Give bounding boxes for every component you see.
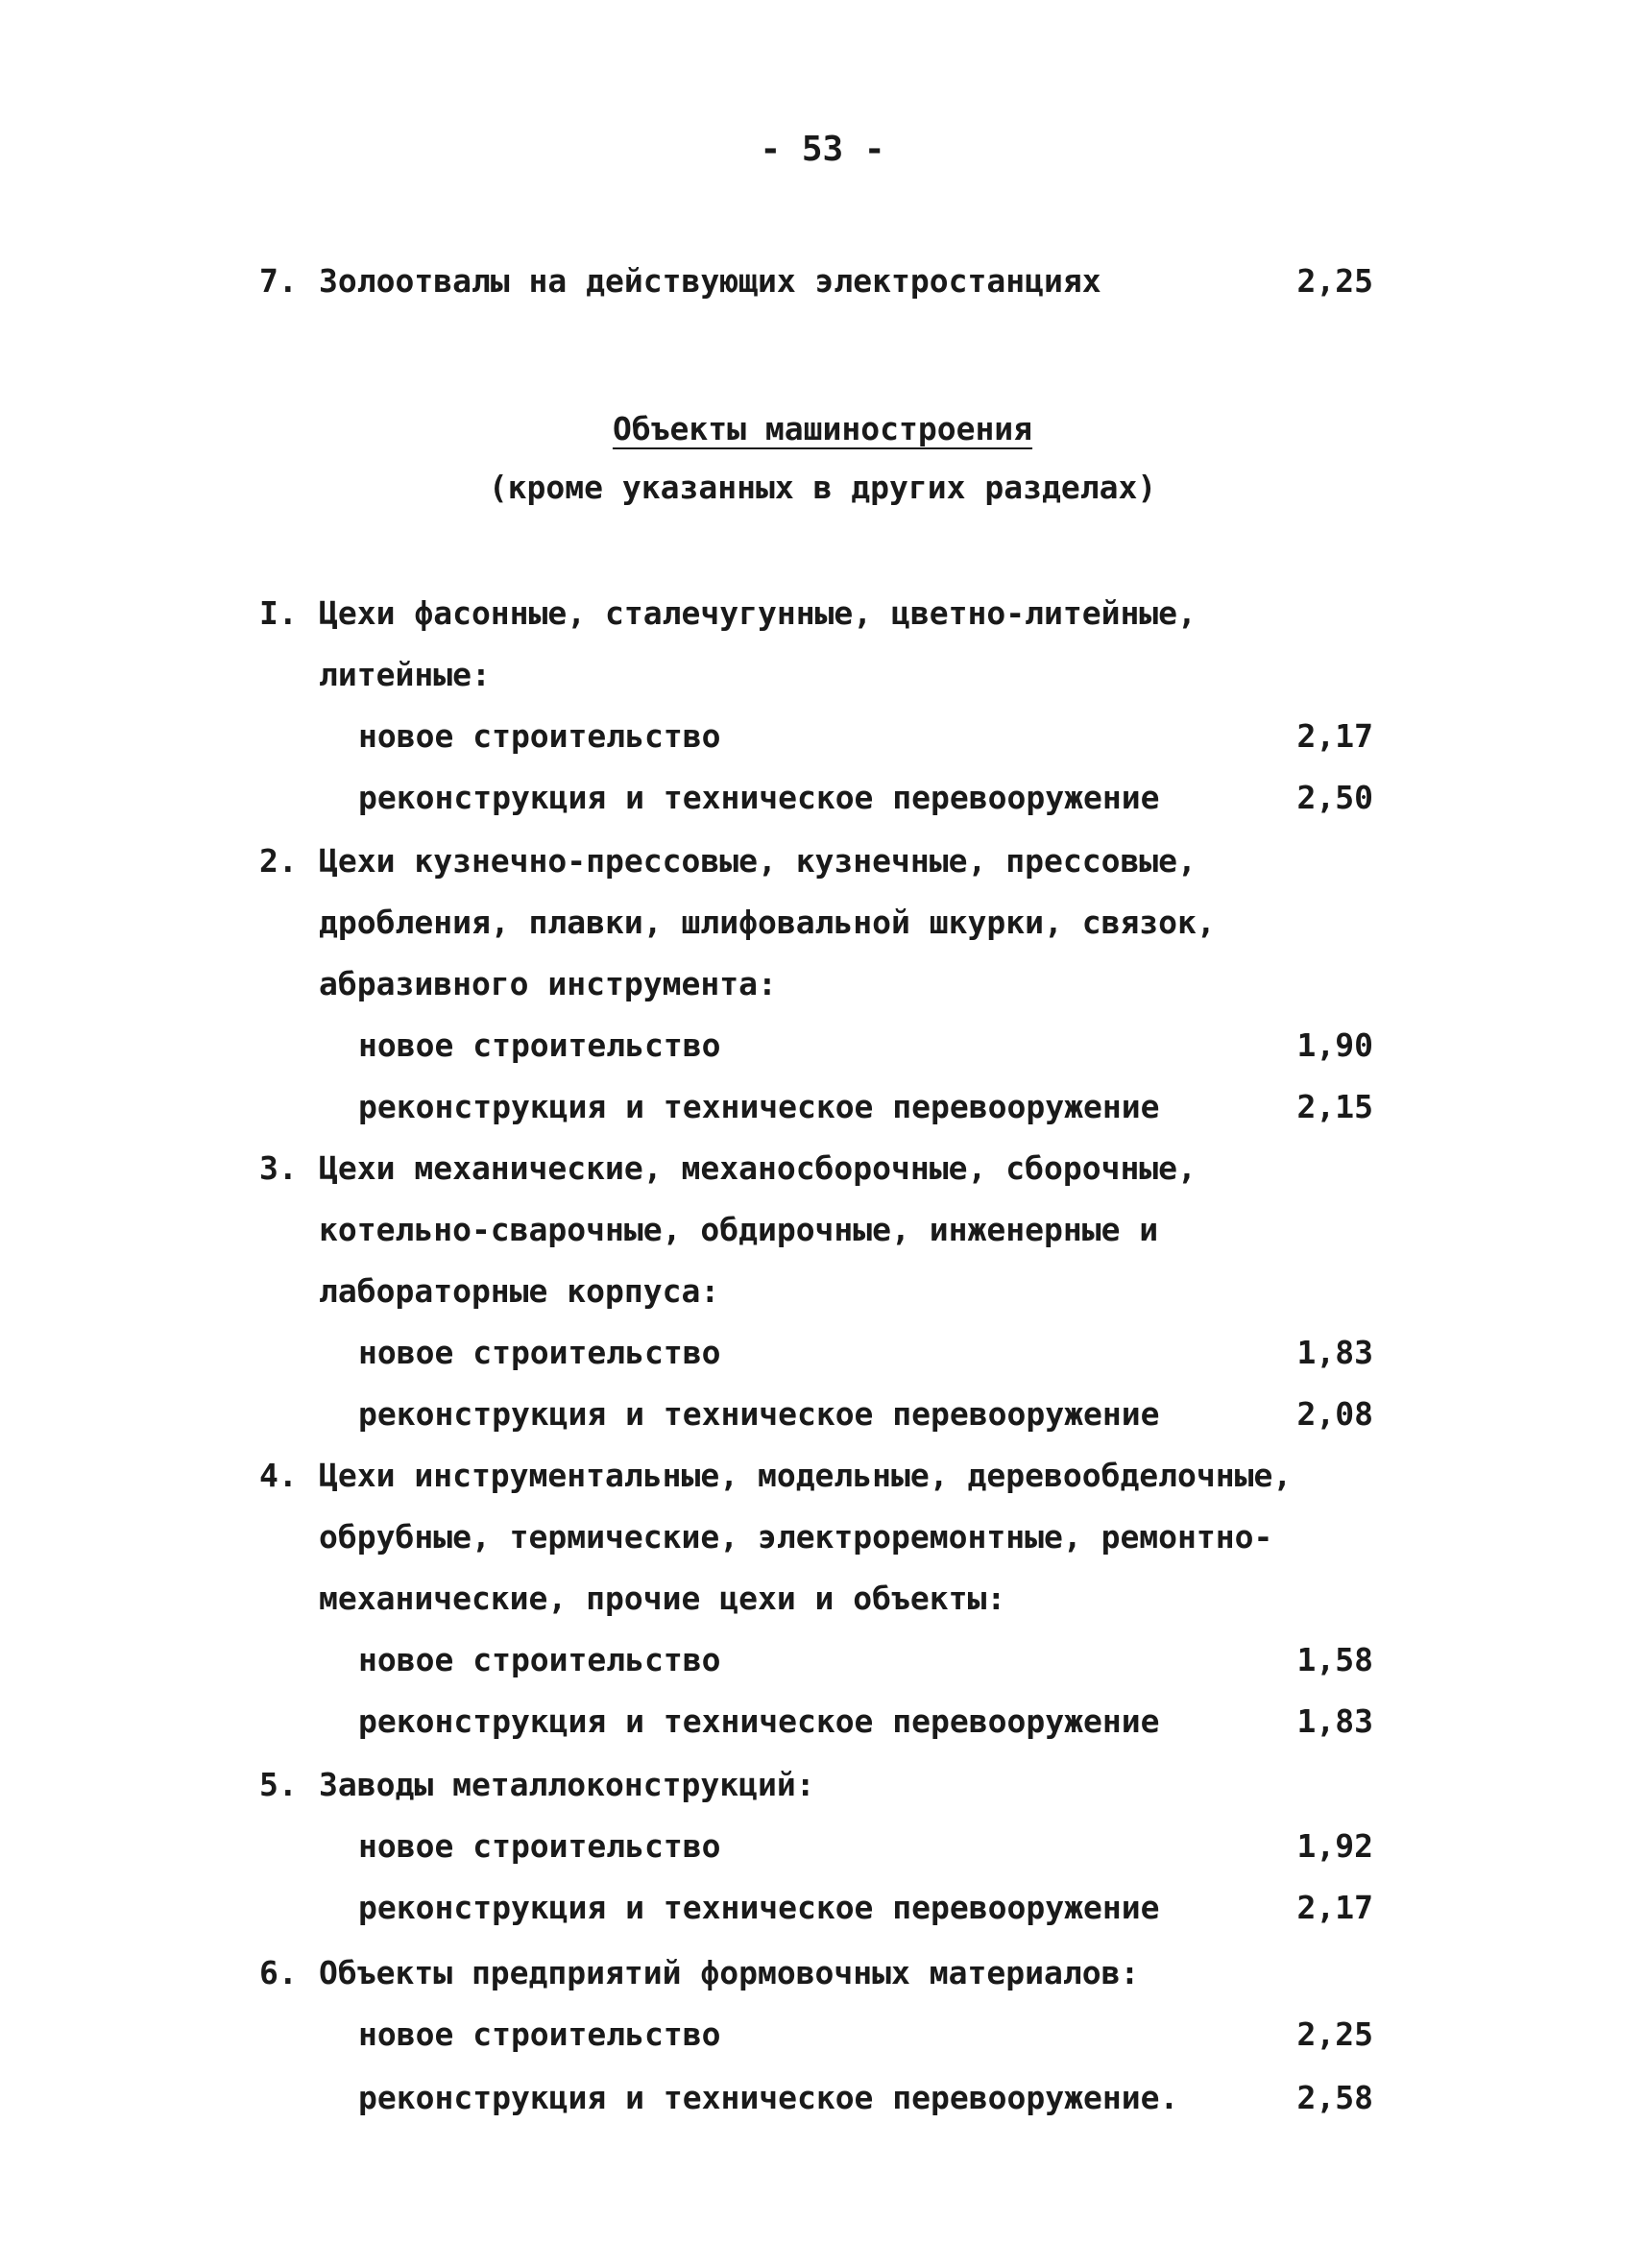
list-item	[0, 1145, 1645, 1193]
item-text-line: лабораторные корпуса:	[319, 1272, 720, 1310]
coefficient-value: 1,58	[1296, 1641, 1373, 1678]
item-text: Объекты предприятий формовочных материалов:	[319, 1954, 1140, 1991]
item-text-line: котельно-сварочные, обдирочные, инженерные и	[319, 1211, 1159, 1248]
sub-item-new	[0, 1329, 1645, 1377]
coefficient-value: 2,08	[1296, 1395, 1373, 1433]
coefficient-value: 2,17	[1296, 1889, 1373, 1926]
sub-item-reconstruction	[0, 774, 1645, 822]
sub-item-reconstruction	[0, 1698, 1645, 1746]
sub-item-new	[0, 712, 1645, 760]
sub-item-new	[0, 1022, 1645, 1070]
sub-item-reconstruction	[0, 1884, 1645, 1932]
item-text-line: литейные:	[319, 656, 491, 693]
list-item	[0, 257, 1645, 305]
page-number: - 53 -	[760, 130, 885, 169]
sub-item-label: новое строительство	[358, 1026, 721, 1064]
sub-item-label: новое строительство	[358, 1641, 721, 1678]
item-text-line: механические, прочие цехи и объекты:	[319, 1580, 1006, 1617]
sub-item-new	[0, 2011, 1645, 2059]
list-item	[0, 837, 1645, 885]
section-subtitle: (кроме указанных в других разделах)	[488, 469, 1157, 506]
coefficient-value: 2,17	[1296, 717, 1373, 755]
sub-item-label: новое строительство	[358, 2015, 721, 2053]
sub-item-label: реконструкция и техническое перевооружение	[358, 1702, 1160, 1740]
list-item	[0, 590, 1645, 638]
sub-item-label: новое строительство	[358, 717, 721, 755]
coefficient-value: 1,83	[1296, 1334, 1373, 1371]
list-item	[0, 1761, 1645, 1809]
item-number: 4.	[259, 1457, 298, 1494]
list-item	[0, 1949, 1645, 1997]
sub-item-label: новое строительство	[358, 1334, 721, 1371]
coefficient-value: 2,58	[1296, 2079, 1373, 2116]
item-text: Цехи кузнечно-прессовые, кузнечные, прессовые,	[319, 842, 1197, 880]
sub-item-label: реконструкция и техническое перевооружение	[358, 779, 1160, 816]
item-number: 7.	[259, 262, 298, 300]
coefficient-value: 1,92	[1296, 1827, 1373, 1865]
coefficient-value: 2,15	[1296, 1088, 1373, 1125]
item-text-line: дробления, плавки, шлифовальной шкурки, связок,	[319, 904, 1216, 941]
trailing-period: .	[1159, 2079, 1179, 2116]
item-number: 2.	[259, 842, 298, 880]
coefficient-value: 1,83	[1296, 1702, 1373, 1740]
coefficient-value: 2,25	[1296, 2015, 1373, 2053]
sub-item-label: новое строительство	[358, 1827, 721, 1865]
sub-item-reconstruction	[0, 1083, 1645, 1131]
coefficient-value: 1,90	[1296, 1026, 1373, 1064]
coefficient-value: 2,25	[1296, 262, 1373, 300]
item-number: 5.	[259, 1766, 298, 1803]
sub-item-label: реконструкция и техническое перевооружение	[358, 1088, 1160, 1125]
sub-item-new	[0, 1636, 1645, 1684]
item-text: Цехи фасонные, сталечугунные, цветно-литейные,	[319, 594, 1197, 632]
coefficient-value: 2,50	[1296, 779, 1373, 816]
item-number: 6.	[259, 1954, 298, 1991]
sub-item-label: реконструкция и техническое перевооружение	[358, 1889, 1160, 1926]
sub-item-reconstruction	[0, 2074, 1645, 2122]
item-number: 3.	[259, 1149, 298, 1187]
item-text-line: обрубные, термические, электроремонтные, ремонтно-	[319, 1518, 1273, 1556]
sub-item-label: реконструкция и техническое перевооружение.	[358, 2079, 1179, 2116]
item-number: I.	[259, 594, 298, 632]
item-text: Цехи механические, механосборочные, сборочные,	[319, 1149, 1197, 1187]
sub-item-label: реконструкция и техническое перевооружение	[358, 1395, 1160, 1433]
list-item	[0, 1452, 1645, 1500]
section-title: Объекты машиностроения	[612, 410, 1033, 447]
item-text: Золоотвалы на действующих электростанциях	[319, 262, 1101, 300]
item-text-line: абразивного инструмента:	[319, 965, 777, 1002]
sub-item-new	[0, 1822, 1645, 1870]
item-text: Заводы металлоконструкций:	[319, 1766, 815, 1803]
sub-item-reconstruction	[0, 1390, 1645, 1438]
item-text: Цехи инструментальные, модельные, деревообделочные,	[319, 1457, 1293, 1494]
